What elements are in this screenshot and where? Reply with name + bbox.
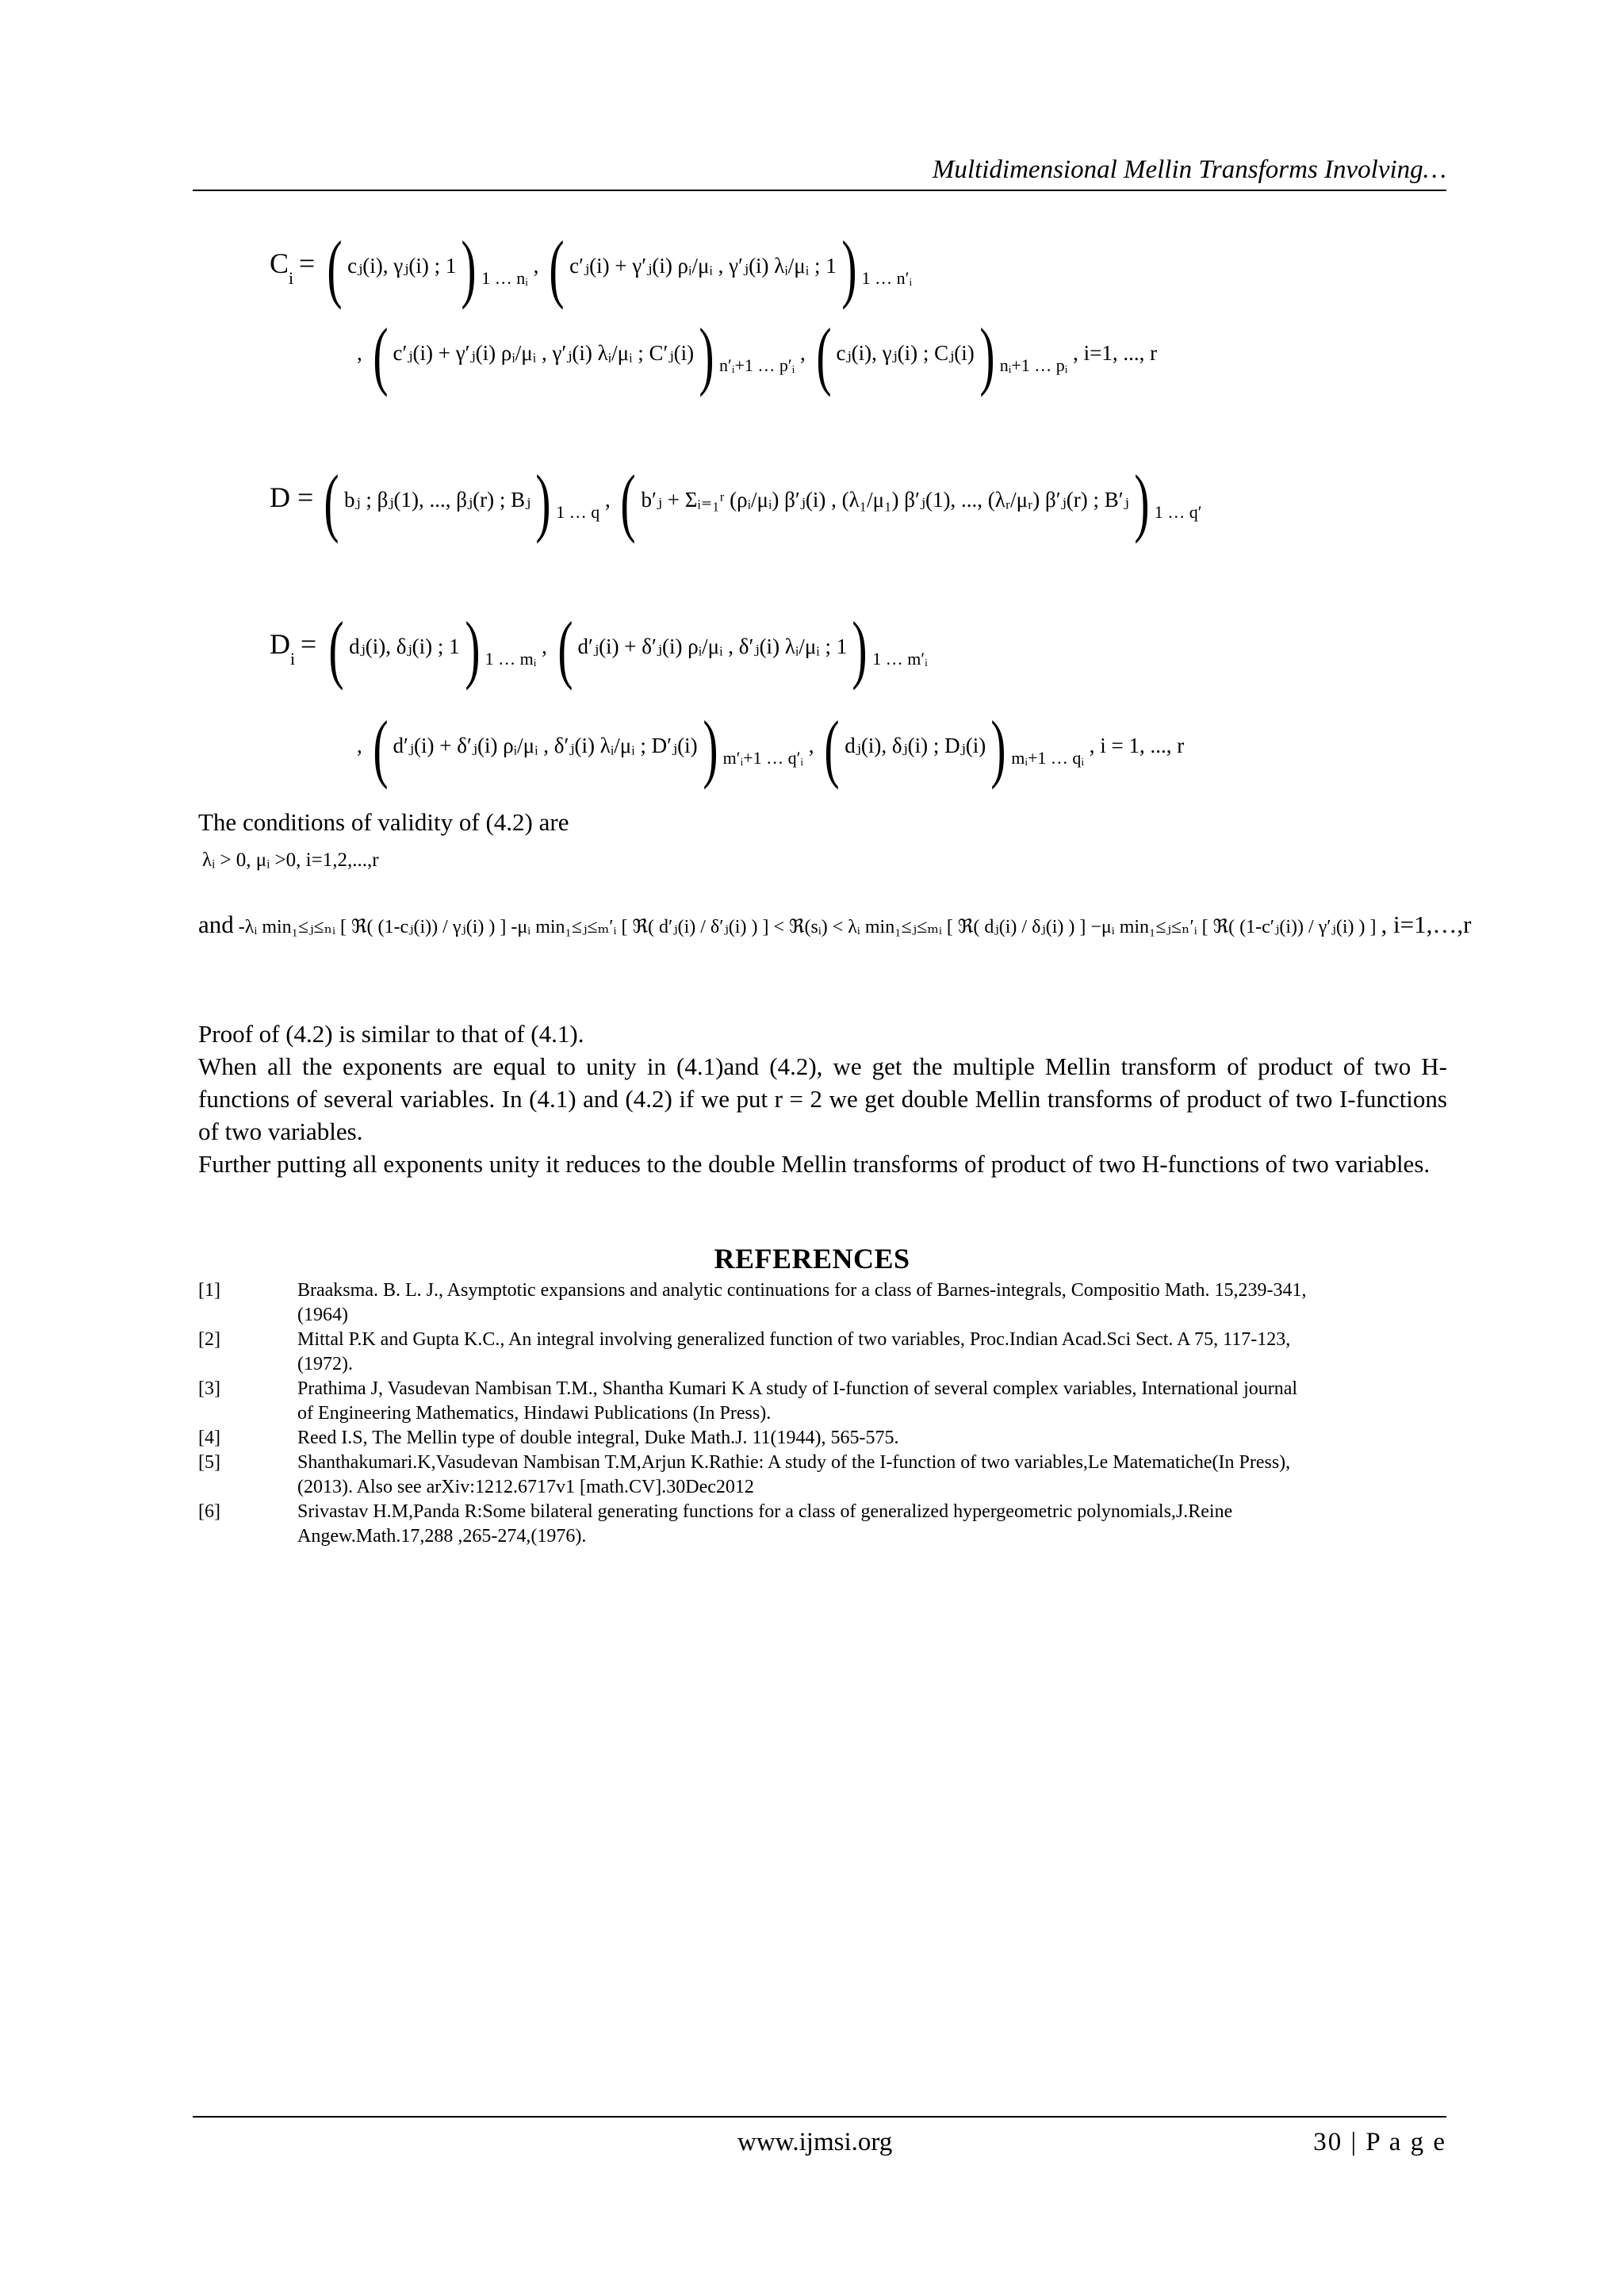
equation-ci: $C_i$ = ( cⱼ(i), γⱼ(i) ; 1) $_{1 \dots nᵢ}$ , ( c′ⱼ(i) + γ′ⱼ(i) ρᵢ/μᵢ , γ′ⱼ(i) λᵢ/μᵢ ; 1) $_{1 \dots n'ᵢ}$ (270, 225, 913, 310)
equation-di-part1: dⱼ(i), δⱼ(i) ; 1 (349, 634, 460, 659)
reference-text: Reed I.S, The Mellin type of double integral, Duke Math.J. 11(1944), 565-575. (297, 1428, 899, 1448)
reference-item (198, 1377, 1308, 1426)
reference-item (198, 1328, 1308, 1377)
header-rule (193, 190, 1446, 191)
condition-mid: < ℜ(sᵢ) < (773, 917, 844, 937)
equation-di-part4: dⱼ(i), δⱼ(i) ; Dⱼ(i) (845, 734, 986, 758)
equation-di-part4-sub: mᵢ+1 … qᵢ (1011, 748, 1084, 769)
equation-ci-label: C (270, 247, 289, 280)
condition-tail: , i=1,…,r (1381, 910, 1472, 938)
condition-positivity: λᵢ > 0, μᵢ >0, i=1,2,...,r (202, 849, 379, 871)
equation-di-part1-sub: 1 … mᵢ (485, 649, 537, 669)
paragraph-exponents: When all the exponents are equal to unity in (4.1)and (4.2), we get the multiple Mellin transform of product of two H-functions of several variables. In (4.1) and (4.2) if we put r = 2 we get double Mellin transforms of product of two I-functions of two variables. (198, 1052, 1447, 1145)
reference-text: Braaksma. B. L. J., Asymptotic expansions and analytic continuations for a class of Barnes-integrals, Compositio Math. 15,239-341, (1964) (297, 1280, 1307, 1325)
condition-term-a: -λᵢ min₁≤ⱼ≤ₙᵢ [ ℜ( (1-cⱼ(i)) / γⱼ(i) ) ] (238, 917, 507, 937)
equation-d-part2-sub: 1 … q′ (1154, 502, 1202, 523)
paragraph-further: Further putting all exponents unity it reduces to the double Mellin transforms of product of two H-functions of two variables. (198, 1150, 1431, 1178)
reference-text: Mittal P.K and Gupta K.C., An integral involving generalized function of two variables, Proc.Indian Acad.Sci Sect. A 75, 117-123, (1972). (297, 1329, 1291, 1374)
equation-ci-tail: , i=1, ..., r (1073, 341, 1158, 366)
condition-inequality (198, 910, 1472, 938)
reference-number: [3] (198, 1378, 220, 1399)
equation-ci-part4-sub: nᵢ+1 … pᵢ (999, 355, 1068, 376)
reference-text: Prathima J, Vasudevan Nambisan T.M., Shantha Kumari K A study of I-function of several complex variables, International journal of Engineering Mathematics, Hindawi Publications (In Press). (297, 1378, 1298, 1424)
reference-text: Shanthakumari.K,Vasudevan Nambisan T.M,Arjun K.Rathie: A study of the I-function of two variables,Le Matematiche(In Press),(2013). Also see arXiv:1212.6717v1 [math.CV].30Dec2012 (297, 1452, 1291, 1497)
reference-number: [6] (198, 1501, 220, 1522)
reference-item (198, 1451, 1308, 1500)
equation-ci-part3-sub: n′ᵢ+1 … p′ᵢ (719, 355, 795, 376)
equation-ci-label-sub: i (289, 268, 294, 289)
equation-di-part3-sub: m′ᵢ+1 … q′ᵢ (722, 748, 803, 769)
footer-url[interactable]: www.ijmsi.org (737, 2128, 893, 2156)
equation-ci-part4: cⱼ(i), γⱼ(i) ; Cⱼ(i) (836, 341, 975, 366)
equation-ci-part1-sub: 1 … nᵢ (481, 268, 528, 289)
equation-d: D = ( bⱼ ; βⱼ(1), ..., βⱼ(r) ; Bⱼ) $_{1 \dots q}$ , ( b′ⱼ + Σᵢ₌₁ʳ (ρᵢ/μᵢ) β′ⱼ(i) , (λ₁/μ₁) β′ⱼ(1), ..., (λᵣ/μᵣ) β′ⱼ(r) ; B′ⱼ) $_{1 \dots q'}$ (270, 459, 1202, 544)
reference-number: [5] (198, 1452, 220, 1473)
running-header: Multidimensional Mellin Transforms Involving… (932, 155, 1446, 184)
reference-item (198, 1500, 1308, 1549)
condition-term-d: −μᵢ min₁≤ⱼ≤ₙ′ᵢ [ ℜ( (1-c′ⱼ(i)) / γ′ⱼ(i) ) ] (1090, 917, 1377, 937)
equation-d-part2: b′ⱼ + Σᵢ₌₁ʳ (ρᵢ/μᵢ) β′ⱼ(i) , (λ₁/μ₁) β′ⱼ(1), ..., (λᵣ/μᵣ) β′ⱼ(r) ; B′ⱼ (641, 488, 1129, 512)
footer-rule (193, 2116, 1446, 2118)
equation-di-tail: , i = 1, ..., r (1089, 734, 1185, 758)
references-list (198, 1278, 1308, 1549)
condition-and: and (198, 910, 234, 938)
equation-di-label-sub: i (290, 649, 296, 669)
equation-di-part3: d′ⱼ(i) + δ′ⱼ(i) ρᵢ/μᵢ , δ′ⱼ(i) λᵢ/μᵢ ; D′ⱼ(i) (393, 734, 698, 758)
reference-number: [4] (198, 1428, 220, 1448)
equation-di-label: D (270, 628, 290, 661)
equation-ci-part2-sub: 1 … n′ᵢ (861, 268, 913, 289)
equation-ci-part1: cⱼ(i), γⱼ(i) ; 1 (347, 254, 457, 278)
equation-d-label: D = (270, 481, 314, 514)
paragraph-proof: Proof of (4.2) is similar to that of (4.1). (198, 1020, 584, 1048)
footer-page-number: 30 | P a g e (1313, 2128, 1446, 2156)
equation-di-part2-sub: 1 … m′ᵢ (872, 649, 928, 669)
reference-number: [1] (198, 1280, 220, 1301)
references-heading: REFERENCES (714, 1243, 910, 1274)
equation-di-line2: , ( d′ⱼ(i) + δ′ⱼ(i) ρᵢ/μᵢ , δ′ⱼ(i) λᵢ/μᵢ ; D′ⱼ(i)) $_{m'ᵢ+1 \dots q'ᵢ}$ , ( dⱼ(i), δⱼ(i) ; Dⱼ(i)) $_{mᵢ+1 \dots qᵢ}$ , i = 1, ..., r (357, 705, 1185, 790)
equation-ci-part3: c′ⱼ(i) + γ′ⱼ(i) ρᵢ/μᵢ , γ′ⱼ(i) λᵢ/μᵢ ; C′ⱼ(i) (393, 341, 695, 366)
condition-term-b: -μᵢ min₁≤ⱼ≤ₘ′ᵢ [ ℜ( d′ⱼ(i) / δ′ⱼ(i) ) ] (511, 917, 769, 937)
reference-number: [2] (198, 1329, 220, 1350)
equation-di-part2: d′ⱼ(i) + δ′ⱼ(i) ρᵢ/μᵢ , δ′ⱼ(i) λᵢ/μᵢ ; 1 (577, 634, 848, 659)
reference-text: Srivastav H.M,Panda R:Some bilateral generating functions for a class of generalized hypergeometric polynomials,J.Reine Angew.Math.17,288 ,265-274,(1976). (297, 1501, 1233, 1547)
equation-ci-line2: , ( c′ⱼ(i) + γ′ⱼ(i) ρᵢ/μᵢ , γ′ⱼ(i) λᵢ/μᵢ ; C′ⱼ(i)) $_{n'ᵢ+1 \dots p'ᵢ}$ , ( cⱼ(i), γⱼ(i) ; Cⱼ(i)) $_{nᵢ+1 \dots pᵢ}$ , i=1, ..., r (357, 312, 1158, 397)
equation-ci-part2: c′ⱼ(i) + γ′ⱼ(i) ρᵢ/μᵢ , γ′ⱼ(i) λᵢ/μᵢ ; 1 (569, 254, 837, 278)
equation-d-part1-sub: 1 … q (556, 502, 600, 523)
equation-di: $D_i$ = ( dⱼ(i), δⱼ(i) ; 1) $_{1 \dots mᵢ}$ , ( d′ⱼ(i) + δ′ⱼ(i) ρᵢ/μᵢ , δ′ⱼ(i) λᵢ/μᵢ ; 1) $_{1 \dots m'ᵢ}$ (270, 606, 928, 691)
equation-d-part1: bⱼ ; βⱼ(1), ..., βⱼ(r) ; Bⱼ (344, 488, 531, 512)
reference-item (198, 1278, 1308, 1328)
condition-term-c: λᵢ min₁≤ⱼ≤ₘᵢ [ ℜ( dⱼ(i) / δⱼ(i) ) ] (848, 917, 1086, 937)
reference-item (198, 1426, 1308, 1451)
conditions-intro: The conditions of validity of (4.2) are (198, 808, 569, 836)
